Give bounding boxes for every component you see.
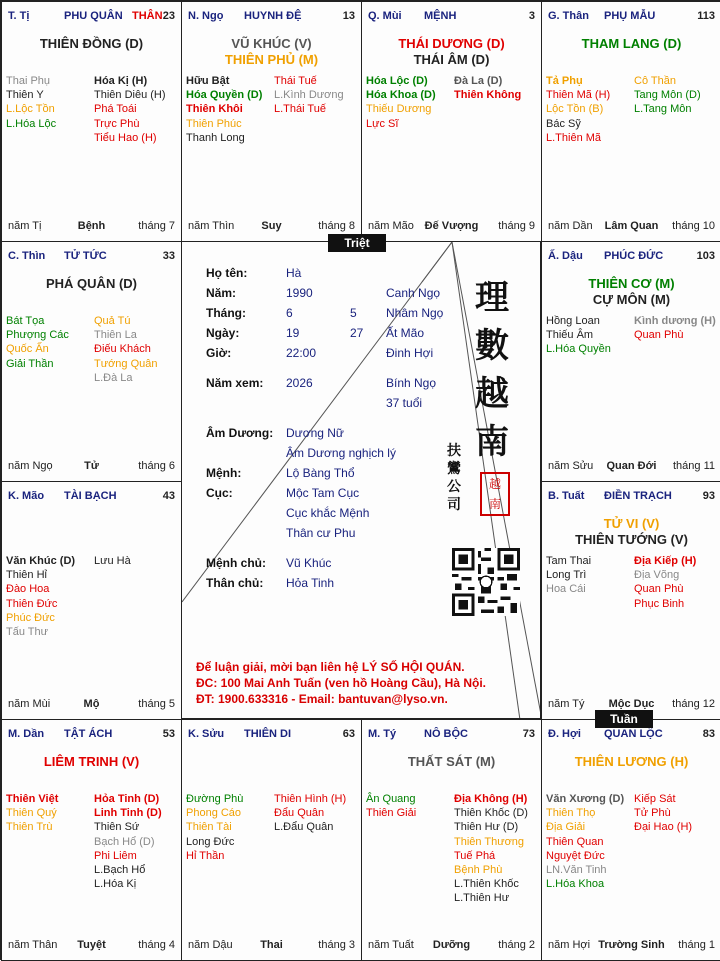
minor-star: Hóa Kị (H) <box>94 75 148 87</box>
minor-star: Văn Khúc (D) <box>6 555 76 567</box>
minor-stars-right <box>634 792 692 835</box>
view-year-label: Năm xem: <box>206 376 264 390</box>
palace-header <box>548 250 715 264</box>
minor-stars-right <box>94 74 166 145</box>
palace-age: 3 <box>528 10 535 22</box>
hour-canchi: Đinh Hợi <box>386 346 434 360</box>
main-star: THÁI DƯƠNG (D) <box>398 36 505 51</box>
palace-month: tháng 10 <box>672 220 715 232</box>
minor-stars-left <box>186 74 262 145</box>
palace-branch: C. Thìn <box>8 250 46 262</box>
palace-phase: Mộc Dục <box>608 698 655 710</box>
palace-cell-mao[interactable] <box>1 481 182 720</box>
palace-age: 13 <box>342 10 355 22</box>
minor-star: Thiên La <box>94 329 137 342</box>
palace-year: năm Thân <box>8 939 58 951</box>
minor-stars-left <box>186 792 243 863</box>
palace-branch: Đ. Hợi <box>548 728 581 740</box>
minor-star: Cô Thần <box>634 75 676 87</box>
month-value: 6 <box>286 306 293 320</box>
minor-star: Lưu Hà <box>94 555 131 567</box>
palace-footer <box>8 939 175 952</box>
palace-footer <box>548 939 715 952</box>
palace-cell-ngo[interactable] <box>181 1 362 242</box>
minor-star: Hoa Cái <box>546 583 586 596</box>
palace-year: năm Mão <box>368 220 414 232</box>
palace-cell-mui[interactable] <box>361 1 542 242</box>
palace-month: tháng 3 <box>318 939 355 951</box>
minor-stars-right <box>454 74 521 102</box>
main-star: LIÊM TRINH (V) <box>43 754 140 769</box>
seal-text: 扶 鸞 公 司 <box>447 443 461 513</box>
minor-star: L.Hóa Lộc <box>6 117 57 130</box>
minor-star: Thiên Đức <box>6 597 58 610</box>
palace-header <box>8 728 175 742</box>
palace-phase: Trường Sinh <box>598 939 665 951</box>
body-lord-label: Thân chủ: <box>206 576 264 590</box>
minor-star: Long Trì <box>546 569 587 582</box>
palace-name: NÔ BỘC <box>424 728 468 740</box>
palace-cell-than[interactable] <box>541 1 720 242</box>
minor-star: Long Đức <box>186 835 235 848</box>
minor-star: Đào Hoa <box>6 583 50 596</box>
palace-name: ĐIỀN TRẠCH <box>604 490 672 502</box>
palace-footer <box>368 939 535 952</box>
palace-year: năm Tý <box>548 698 585 710</box>
palace-phase: Suy <box>261 220 282 232</box>
calligraphy-logo: 理 數 越 南 <box>475 278 509 462</box>
destiny-value: Lộ Bàng Thổ <box>286 466 355 480</box>
palace-phase: Quan Đới <box>606 460 657 472</box>
main-star: THIÊN TƯỚNG (V) <box>575 532 688 547</box>
palace-header <box>368 10 535 24</box>
hour-value: 22:00 <box>286 346 317 360</box>
minor-star: Thiên Hình (H) <box>274 793 347 805</box>
palace-year: năm Thìn <box>188 220 235 232</box>
palace-year: năm Mùi <box>8 698 51 710</box>
minor-star: Tuế Phá <box>454 849 496 862</box>
palace-name: PHU QUÂN <box>64 10 123 22</box>
bureau-value: Mộc Tam Cục <box>286 486 360 500</box>
minor-star: Hóa Lộc (D) <box>366 75 428 87</box>
palace-age: 83 <box>702 728 715 740</box>
minor-star: Trực Phù <box>94 117 140 130</box>
minor-stars-left <box>6 554 75 639</box>
minor-star: Thiên Quý <box>6 807 57 820</box>
palace-name: TỬ TỨC <box>64 250 107 262</box>
minor-star: Hóa Khoa (D) <box>366 89 436 102</box>
palace-branch: T. Tị <box>8 10 30 22</box>
main-star: VŨ KHÚC (V) <box>231 36 312 51</box>
chart-center-info <box>181 241 541 719</box>
palace-branch: Q. Mùi <box>368 10 402 22</box>
minor-star: Thiên Y <box>6 89 44 102</box>
main-star: TỬ VI (V) <box>603 516 660 531</box>
minor-star: Quan Phù <box>634 583 684 596</box>
minor-star: Ân Quang <box>366 793 416 805</box>
minor-stars-right <box>634 74 701 117</box>
palace-month: tháng 7 <box>138 220 175 232</box>
palace-name: PHÚC ĐỨC <box>604 250 664 262</box>
minor-star: L.Hóa Quyền <box>546 343 611 356</box>
palace-year: năm Tuất <box>368 939 414 951</box>
palace-name: MỆNH <box>424 10 457 22</box>
bureau-note-1: Cục khắc Mệnh <box>286 506 370 520</box>
year-label: Năm: <box>206 286 237 300</box>
bureau-label: Cục: <box>206 486 233 500</box>
palace-phase: Đế Vượng <box>424 220 479 232</box>
minor-star: Địa Võng <box>634 569 680 582</box>
day-value: 19 <box>286 326 300 340</box>
palace-age: 73 <box>522 728 535 740</box>
minor-star: Tấu Thư <box>6 625 49 638</box>
tuan-marker: Tuần <box>595 710 653 728</box>
minor-star: Đà La (D) <box>454 75 503 87</box>
red-stamp: 越 南 <box>480 472 510 516</box>
minor-star: Thiên Giải <box>366 807 417 820</box>
minor-star: Thiên Quan <box>546 835 604 848</box>
minor-stars-left <box>366 792 416 820</box>
minor-star: Địa Kiếp (H) <box>634 555 697 567</box>
minor-star: Phượng Các <box>6 329 69 342</box>
minor-star: Kình dương (H) <box>634 315 716 327</box>
minor-star: L.Đà La <box>94 371 133 384</box>
minor-star: Phi Liêm <box>94 849 137 862</box>
minor-stars-right <box>274 792 346 835</box>
minor-star: Hỉ Thần <box>186 849 225 862</box>
main-star: THIÊN ĐỒNG (D) <box>39 36 144 51</box>
year-value: 1990 <box>286 286 313 300</box>
palace-cell-suu[interactable] <box>181 719 362 961</box>
minor-star: Thiên Việt <box>6 793 59 805</box>
palace-branch: M. Tý <box>368 728 397 740</box>
minor-star: Nguyệt Đức <box>546 849 605 862</box>
minor-star: Thiên Khốc (D) <box>454 807 528 820</box>
minor-star: Bệnh Phù <box>454 863 503 876</box>
year-canchi: Canh Ngọ <box>386 286 441 300</box>
palace-name: QUAN LỘC <box>604 728 663 740</box>
palace-phase: Lâm Quan <box>604 220 659 232</box>
palace-name: HUYNH ĐỆ <box>244 10 302 22</box>
minor-star: Phá Toái <box>94 103 137 116</box>
yin-yang-label: Âm Dương: <box>206 426 274 440</box>
minor-star: Địa Giải <box>546 821 586 834</box>
palace-header <box>8 10 175 24</box>
minor-star: Thiên Thọ <box>546 807 596 820</box>
minor-star: Tả Phụ <box>546 75 583 87</box>
qr-code[interactable] <box>452 548 520 616</box>
minor-stars-right <box>94 554 131 568</box>
palace-month: tháng 1 <box>678 939 715 951</box>
main-star: THAM LANG (D) <box>581 36 682 51</box>
palace-header <box>368 728 535 742</box>
minor-star: Phong Cáo <box>186 807 242 820</box>
minor-star: Thiên Không <box>454 89 522 102</box>
view-year-canchi: Bính Ngọ <box>386 376 437 390</box>
palace-phase: Dưỡng <box>432 939 471 951</box>
palace-phase: Mộ <box>83 698 100 710</box>
palace-cell-thin[interactable] <box>1 241 182 482</box>
month-lunar: 5 <box>350 306 357 320</box>
palace-month: tháng 12 <box>672 698 715 710</box>
minor-star: Hóa Quyền (D) <box>186 89 263 102</box>
minor-star: L.Thiên Khốc <box>454 878 519 891</box>
view-year-value: 2026 <box>286 376 313 390</box>
palace-cell-hoi[interactable] <box>541 719 720 961</box>
main-star: THẤT SÁT (M) <box>407 754 496 769</box>
palace-header <box>548 10 715 24</box>
minor-stars-left <box>6 792 58 835</box>
minor-star: Hồng Loan <box>546 315 600 327</box>
palace-year: năm Dậu <box>188 939 233 951</box>
minor-star: Văn Xương (D) <box>546 793 625 805</box>
minor-star: Thiên Sứ <box>94 821 140 834</box>
palace-year: năm Sửu <box>548 460 594 472</box>
minor-star: Giải Thần <box>6 357 54 370</box>
palace-year: năm Dần <box>548 220 593 232</box>
minor-star: Thiên Phúc <box>186 117 242 130</box>
palace-month: tháng 11 <box>672 460 715 472</box>
minor-stars-right <box>634 554 696 611</box>
minor-star: Quốc Ấn <box>6 343 49 356</box>
minor-star: Tang Môn (D) <box>634 89 701 102</box>
minor-star: Thiên Thương <box>454 835 525 848</box>
palace-footer <box>368 220 535 233</box>
palace-year: năm Hợi <box>548 939 591 951</box>
palace-header <box>548 728 715 742</box>
palace-month: tháng 8 <box>318 220 355 232</box>
minor-stars-left <box>546 314 611 357</box>
palace-name: THIÊN DI <box>244 728 292 740</box>
month-label: Tháng: <box>206 306 246 320</box>
palace-age: 103 <box>696 250 715 262</box>
yin-yang-value: Dương Nữ <box>286 426 344 440</box>
minor-star: L.Lộc Tồn <box>6 103 55 116</box>
minor-star: L.Hóa Kị <box>94 878 137 891</box>
minor-stars-left <box>366 74 436 131</box>
destiny-label: Mệnh: <box>206 466 242 480</box>
minor-star: Thiên Mã (H) <box>546 89 611 102</box>
minor-star: Địa Không (H) <box>454 793 528 805</box>
palace-name: TÀI BẠCH <box>64 490 117 502</box>
palace-month: tháng 2 <box>498 939 535 951</box>
palace-age: 93 <box>702 490 715 502</box>
minor-stars-left <box>6 314 69 371</box>
palace-cell-dau[interactable] <box>541 241 720 482</box>
minor-star: Tướng Quân <box>94 357 158 370</box>
minor-stars-left <box>546 792 624 891</box>
palace-name: TẬT ÁCH <box>64 728 113 740</box>
minor-star: Thiên Trù <box>6 821 53 834</box>
palace-header <box>8 250 175 264</box>
triet-marker: Triệt <box>328 234 386 252</box>
minor-star: Phúc Đức <box>6 611 55 624</box>
main-star: PHÁ QUÂN (D) <box>46 276 137 291</box>
minor-star: L.Bạch Hổ <box>94 863 146 876</box>
minor-star: L.Đẩu Quân <box>274 821 334 834</box>
palace-header <box>188 728 355 742</box>
palace-age: 23 <box>162 10 175 22</box>
main-star: THIÊN LƯƠNG (H) <box>574 754 689 769</box>
palace-month: tháng 4 <box>138 939 175 951</box>
minor-star: Thiên Tài <box>186 821 232 834</box>
minor-star: Hữu Bật <box>186 75 230 87</box>
palace-header <box>8 490 175 504</box>
destiny-lord-label: Mệnh chủ: <box>206 556 266 570</box>
palace-footer <box>548 460 715 473</box>
palace-header <box>188 10 355 24</box>
minor-star: Kiếp Sát <box>634 793 676 805</box>
minor-star: L.Hóa Khoa <box>546 878 605 891</box>
palace-year: năm Ngọ <box>8 460 53 472</box>
contact-line-3: ĐT: 1900.633316 - Email: bantuvan@lyso.vn. <box>196 692 448 706</box>
palace-age: 53 <box>162 728 175 740</box>
minor-star: L.Thiên Mã <box>546 131 602 144</box>
minor-stars-right <box>454 792 528 906</box>
palace-branch: Ấ. Dậu <box>548 250 583 262</box>
minor-star: L.Thái Tuế <box>274 103 326 116</box>
minor-star: Tử Phù <box>634 807 671 820</box>
palace-cell-tuat[interactable] <box>541 481 720 720</box>
minor-star: L.Kình Dương <box>274 89 344 102</box>
palace-branch: K. Sửu <box>188 728 225 740</box>
minor-star: L.Tang Môn <box>634 103 692 116</box>
minor-star: L.Thiên Hư <box>454 892 510 905</box>
minor-star: Thiên Diêu (H) <box>94 89 166 102</box>
minor-star: Quả Tú <box>94 315 131 327</box>
body-lord-value: Hỏa Tinh <box>286 576 335 590</box>
minor-star: Thiếu Âm <box>546 329 594 342</box>
main-star: THÁI ÂM (D) <box>413 52 490 67</box>
palace-extra: THÂN <box>132 10 163 22</box>
palace-phase: Bệnh <box>77 220 106 232</box>
minor-star: Thiên Khôi <box>186 103 243 116</box>
palace-branch: K. Mão <box>8 490 45 502</box>
minor-star: Thai Phụ <box>6 75 51 87</box>
palace-branch: M. Dần <box>8 728 45 740</box>
palace-footer <box>8 220 175 233</box>
palace-footer <box>188 220 355 233</box>
minor-star: Thiếu Dương <box>366 103 432 116</box>
day-lunar: 27 <box>350 326 364 340</box>
minor-star: Lộc Tồn (B) <box>546 103 604 116</box>
minor-star: Đường Phù <box>186 793 244 805</box>
palace-name: PHỤ MẪU <box>604 10 656 22</box>
main-star: CỰ MÔN (M) <box>592 292 671 307</box>
contact-line-2: ĐC: 100 Mai Anh Tuấn (ven hồ Hoàng Cầu), Hà Nội. <box>196 676 487 690</box>
palace-phase: Tử <box>84 460 99 472</box>
minor-star: Điếu Khách <box>94 343 151 356</box>
destiny-lord-value: Vũ Khúc <box>286 556 332 570</box>
minor-stars-right <box>94 792 162 891</box>
minor-star: Bát Tọa <box>6 315 45 327</box>
palace-header <box>548 490 715 504</box>
palace-footer <box>8 460 175 473</box>
palace-branch: B. Tuất <box>548 490 585 502</box>
main-star: THIÊN PHỦ (M) <box>224 52 319 67</box>
day-canchi: Ất Mão <box>386 326 425 340</box>
minor-star: Quan Phù <box>634 329 684 342</box>
minor-star: Thiên Hư (D) <box>454 821 519 834</box>
minor-star: Linh Tinh (D) <box>94 807 162 820</box>
palace-month: tháng 6 <box>138 460 175 472</box>
bureau-note-2: Thân cư Phu <box>286 526 356 540</box>
palace-age: 43 <box>162 490 175 502</box>
name-label: Họ tên: <box>206 266 248 280</box>
minor-star: Tiểu Hao (H) <box>94 131 157 144</box>
palace-age: 33 <box>162 250 175 262</box>
minor-star: LN.Văn Tinh <box>546 863 607 876</box>
minor-star: Lực Sĩ <box>366 117 399 130</box>
palace-month: tháng 5 <box>138 698 175 710</box>
palace-year: năm Tị <box>8 220 42 232</box>
palace-cell-ty[interactable] <box>1 1 182 242</box>
age-value: 37 tuổi <box>386 396 423 410</box>
palace-age: 63 <box>342 728 355 740</box>
minor-star: Thanh Long <box>186 131 245 144</box>
palace-age: 113 <box>697 10 715 22</box>
palace-cell-dan[interactable] <box>1 719 182 961</box>
yin-yang-note: Âm Dương nghịch lý <box>286 446 396 460</box>
palace-branch: N. Ngọ <box>188 10 224 22</box>
main-star: THIÊN CƠ (M) <box>588 276 675 291</box>
palace-phase: Thai <box>260 939 283 951</box>
palace-footer <box>188 939 355 952</box>
minor-star: Đẩu Quân <box>274 807 325 820</box>
minor-star: Hỏa Tinh (D) <box>94 793 160 805</box>
minor-stars-left <box>546 74 610 145</box>
minor-stars-left <box>546 554 591 597</box>
minor-star: Thái Tuế <box>274 75 317 87</box>
minor-stars-right <box>94 314 158 385</box>
minor-stars-right <box>274 74 344 117</box>
palace-branch: G. Thân <box>548 10 589 22</box>
palace-footer <box>8 698 175 711</box>
name-value: Hà <box>286 266 302 280</box>
contact-line-1: Để luận giải, mời bạn liên hệ LÝ SỐ HỘI QUÁN. <box>196 660 465 674</box>
palace-footer <box>548 220 715 233</box>
minor-star: Tam Thai <box>546 555 592 567</box>
palace-month: tháng 9 <box>498 220 535 232</box>
month-canchi: Nhâm Ngọ <box>386 306 444 320</box>
minor-star: Thiên Hỉ <box>6 569 47 582</box>
palace-phase: Tuyệt <box>77 939 106 951</box>
palace-cell-ty2[interactable] <box>361 719 542 961</box>
day-label: Ngày: <box>206 326 240 340</box>
minor-star: Đại Hao (H) <box>634 821 693 834</box>
hour-label: Giờ: <box>206 346 232 360</box>
minor-star: Bác Sỹ <box>546 117 581 130</box>
minor-star: Bạch Hổ (D) <box>94 835 155 848</box>
minor-star: Phục Binh <box>634 597 685 610</box>
minor-stars-right <box>634 314 716 342</box>
minor-stars-left <box>6 74 56 131</box>
